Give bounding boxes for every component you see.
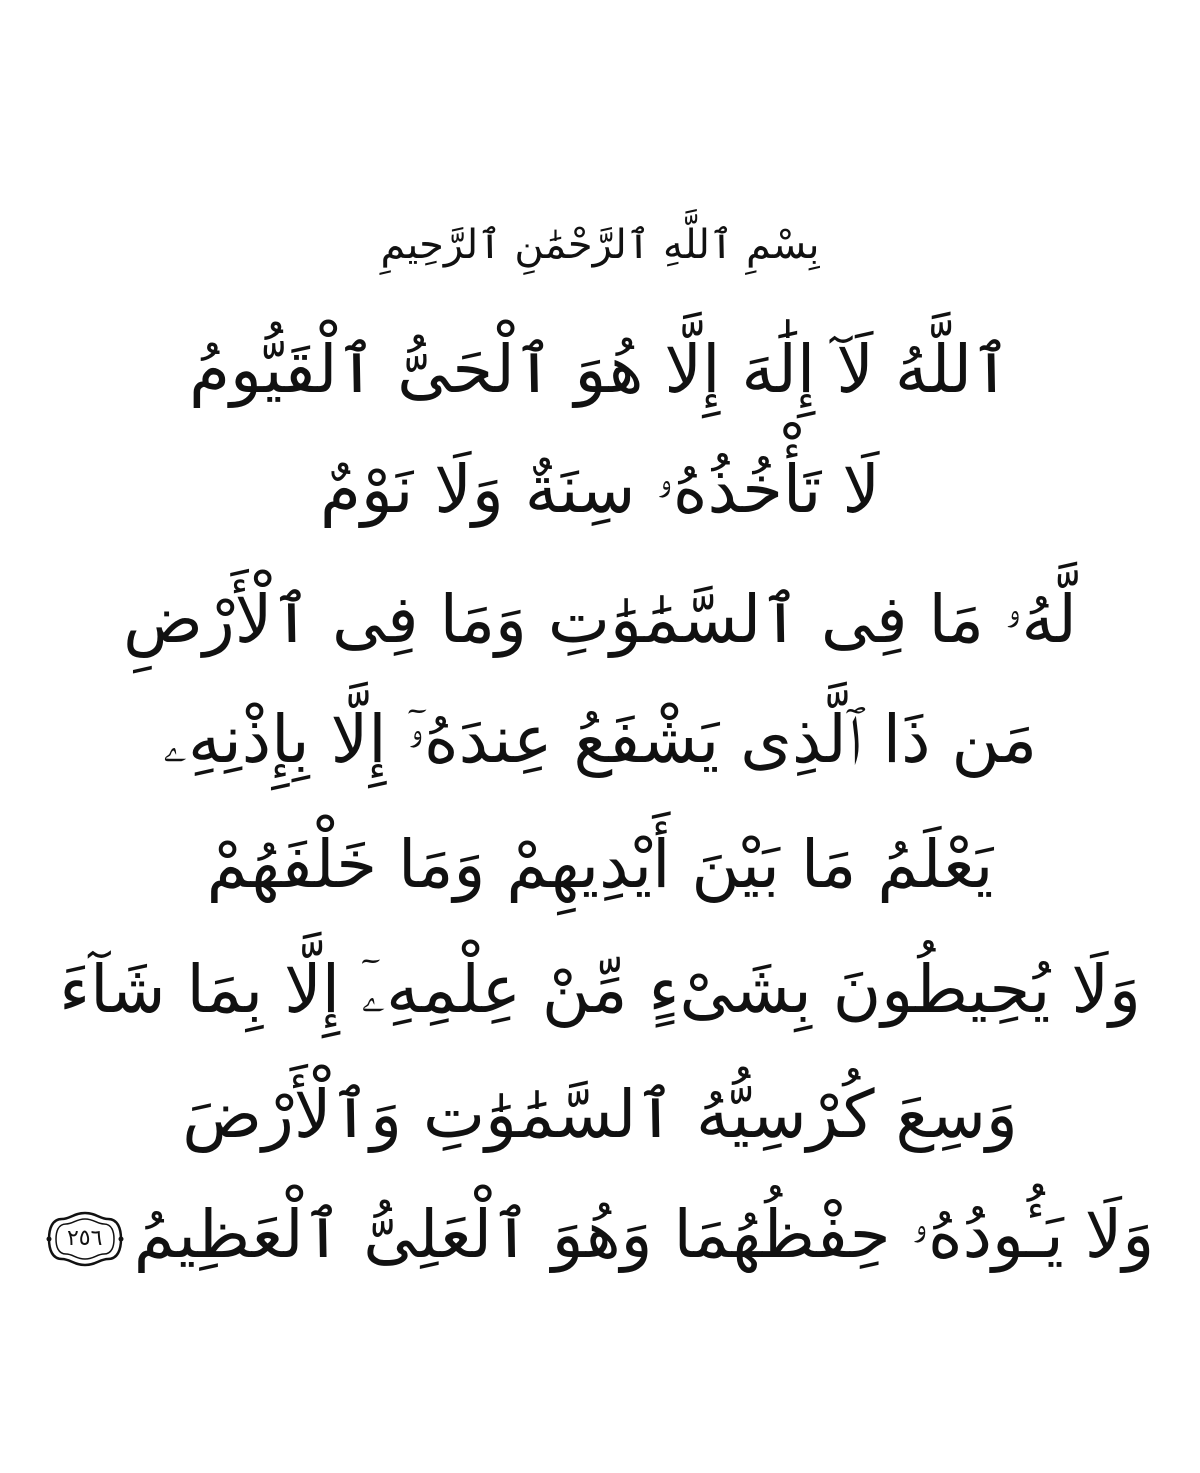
verse-line-4: مَن ذَا ٱلَّذِى يَشْفَعُ عِندَهُۥٓ إِلَّا بِإِذْنِهِۦ (162, 701, 1038, 778)
verse-line-6: وَلَا يُحِيطُونَ بِشَىْءٍ مِّنْ عِلْمِهِۦٓ إِلَّا بِمَا شَآءَ (59, 951, 1141, 1028)
ayah-number: ٢٥٦ (66, 1225, 103, 1251)
verse-line-1: ٱللَّهُ لَآ إِلَٰهَ إِلَّا هُوَ ٱلْحَىُّ ٱلْقَيُّومُ (189, 331, 1011, 408)
verse-line-3: لَّهُۥ مَا فِى ٱلسَّمَٰوَٰتِ وَمَا فِى ٱلْأَرْضِ (123, 581, 1077, 658)
verse-line-8 (0, 1185, 1200, 1285)
basmala: بِسْمِ ٱللَّهِ ٱلرَّحْمَٰنِ ٱلرَّحِيمِ (380, 222, 820, 268)
verse-line-5: يَعْلَمُ مَا بَيْنَ أَيْدِيهِمْ وَمَا خَلْفَهُمْ (206, 826, 994, 903)
verse-line-8-text: وَلَا يَـُٔودُهُۥ حِفْظُهُمَا وَهُوَ ٱلْعَلِىُّ ٱلْعَظِيمُ (133, 1196, 1155, 1273)
verse-line-7: وَسِعَ كُرْسِيُّهُ ٱلسَّمَٰوَٰتِ وَٱلْأَرْضَ (182, 1076, 1018, 1153)
ayah-end-marker (46, 1209, 124, 1269)
verse-line-2: لَا تَأْخُذُهُۥ سِنَةٌ وَلَا نَوْمٌ (319, 451, 880, 528)
